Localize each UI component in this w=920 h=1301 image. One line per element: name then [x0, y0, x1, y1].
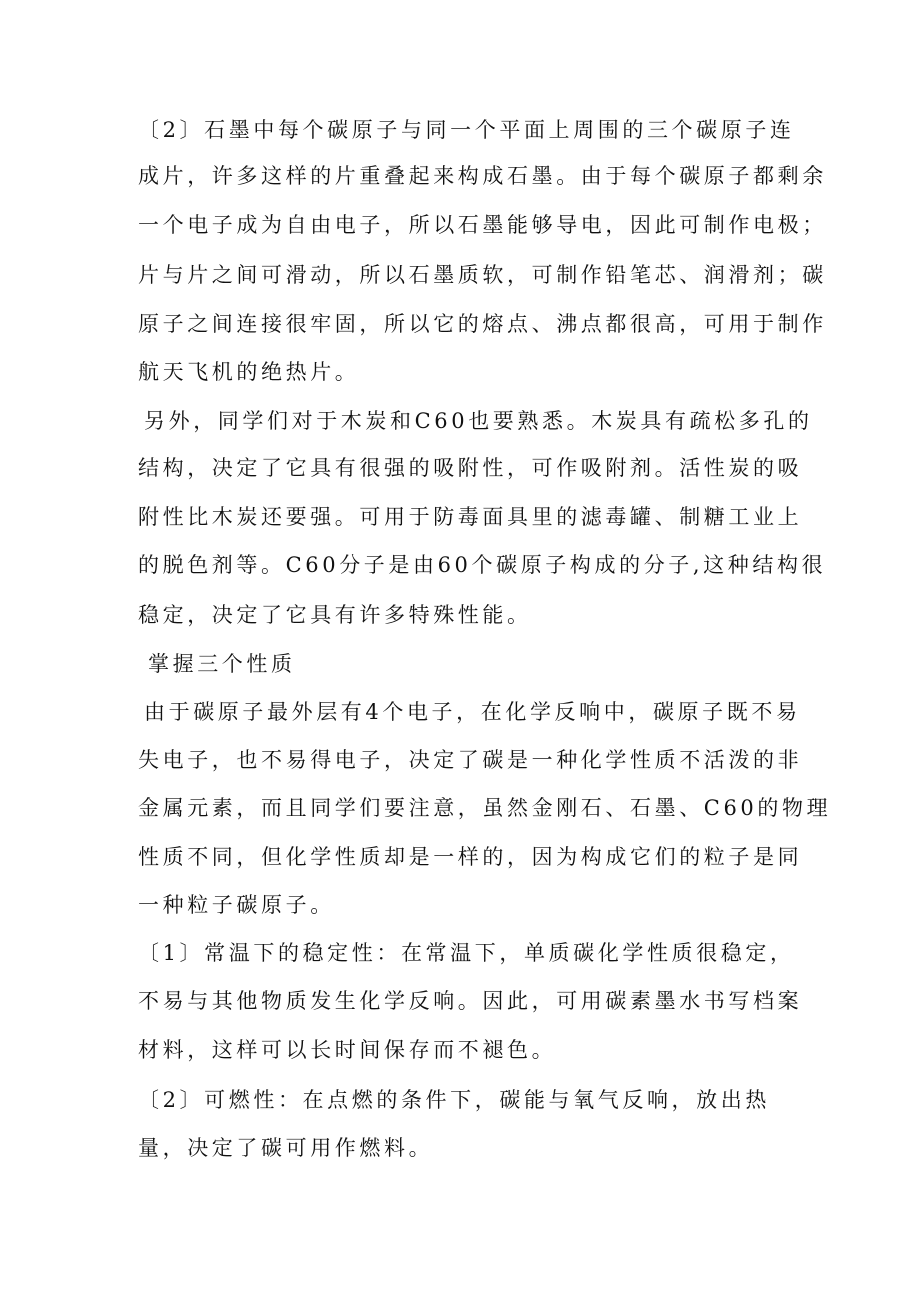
text-line: 另外，同学们对于木炭和C60也要熟悉。木炭具有疏松多孔的: [144, 409, 813, 433]
text-line: 不易与其他物质发生化学反响。因此，可用碳素墨水书写档案: [138, 989, 803, 1013]
text-line: 原子之间连接很牢固，所以它的熔点、沸点都很高，可用于制作: [138, 312, 827, 336]
text-line: 一种粒子碳原子。: [138, 893, 335, 917]
text-line: 性质不同，但化学性质却是一样的，因为构成它们的粒子是同: [138, 845, 803, 869]
text-line: 结构，决定了它具有很强的吸附性，可作吸附剂。活性炭的吸: [138, 456, 803, 480]
text-line: 的脱色剂等。C60分子是由60个碳原子构成的分子,这种结构很: [138, 553, 827, 577]
text-line: 量，决定了碳可用作燃料。: [138, 1136, 434, 1160]
text-line: 由于碳原子最外层有4个电子，在化学反响中，碳原子既不易: [144, 700, 801, 724]
text-line: 〔2〕石墨中每个碳原子与同一个平面上周围的三个碳原子连: [138, 118, 795, 142]
text-line: 〔1〕常温下的稳定性：在常温下，单质碳化学性质很稳定，: [138, 941, 795, 965]
text-line: 稳定，决定了它具有许多特殊性能。: [138, 603, 532, 627]
text-line: 附性比木炭还要强。可用于防毒面具里的滤毒罐、制糖工业上: [138, 505, 803, 529]
text-line: 航天飞机的绝热片。: [138, 360, 360, 384]
text-line: 金属元素，而且同学们要注意，虽然金刚石、石墨、C60的物理: [138, 796, 832, 820]
text-line: 片与片之间可滑动，所以石墨质软，可制作铅笔芯、润滑剂；碳: [138, 263, 827, 287]
text-line: 失电子，也不易得电子，决定了碳是一种化学性质不活泼的非: [138, 748, 803, 772]
text-line: 一个电子成为自由电子，所以石墨能够导电，因此可制作电极；: [138, 213, 827, 237]
text-line: 成片，许多这样的片重叠起来构成石墨。由于每个碳原子都剩余: [138, 164, 827, 188]
section-heading: 掌握三个性质: [148, 652, 296, 676]
text-line: 〔2〕可燃性：在点燃的条件下，碳能与氧气反响，放出热: [138, 1088, 770, 1112]
text-line: 材料，这样可以长时间保存而不褪色。: [138, 1038, 557, 1062]
